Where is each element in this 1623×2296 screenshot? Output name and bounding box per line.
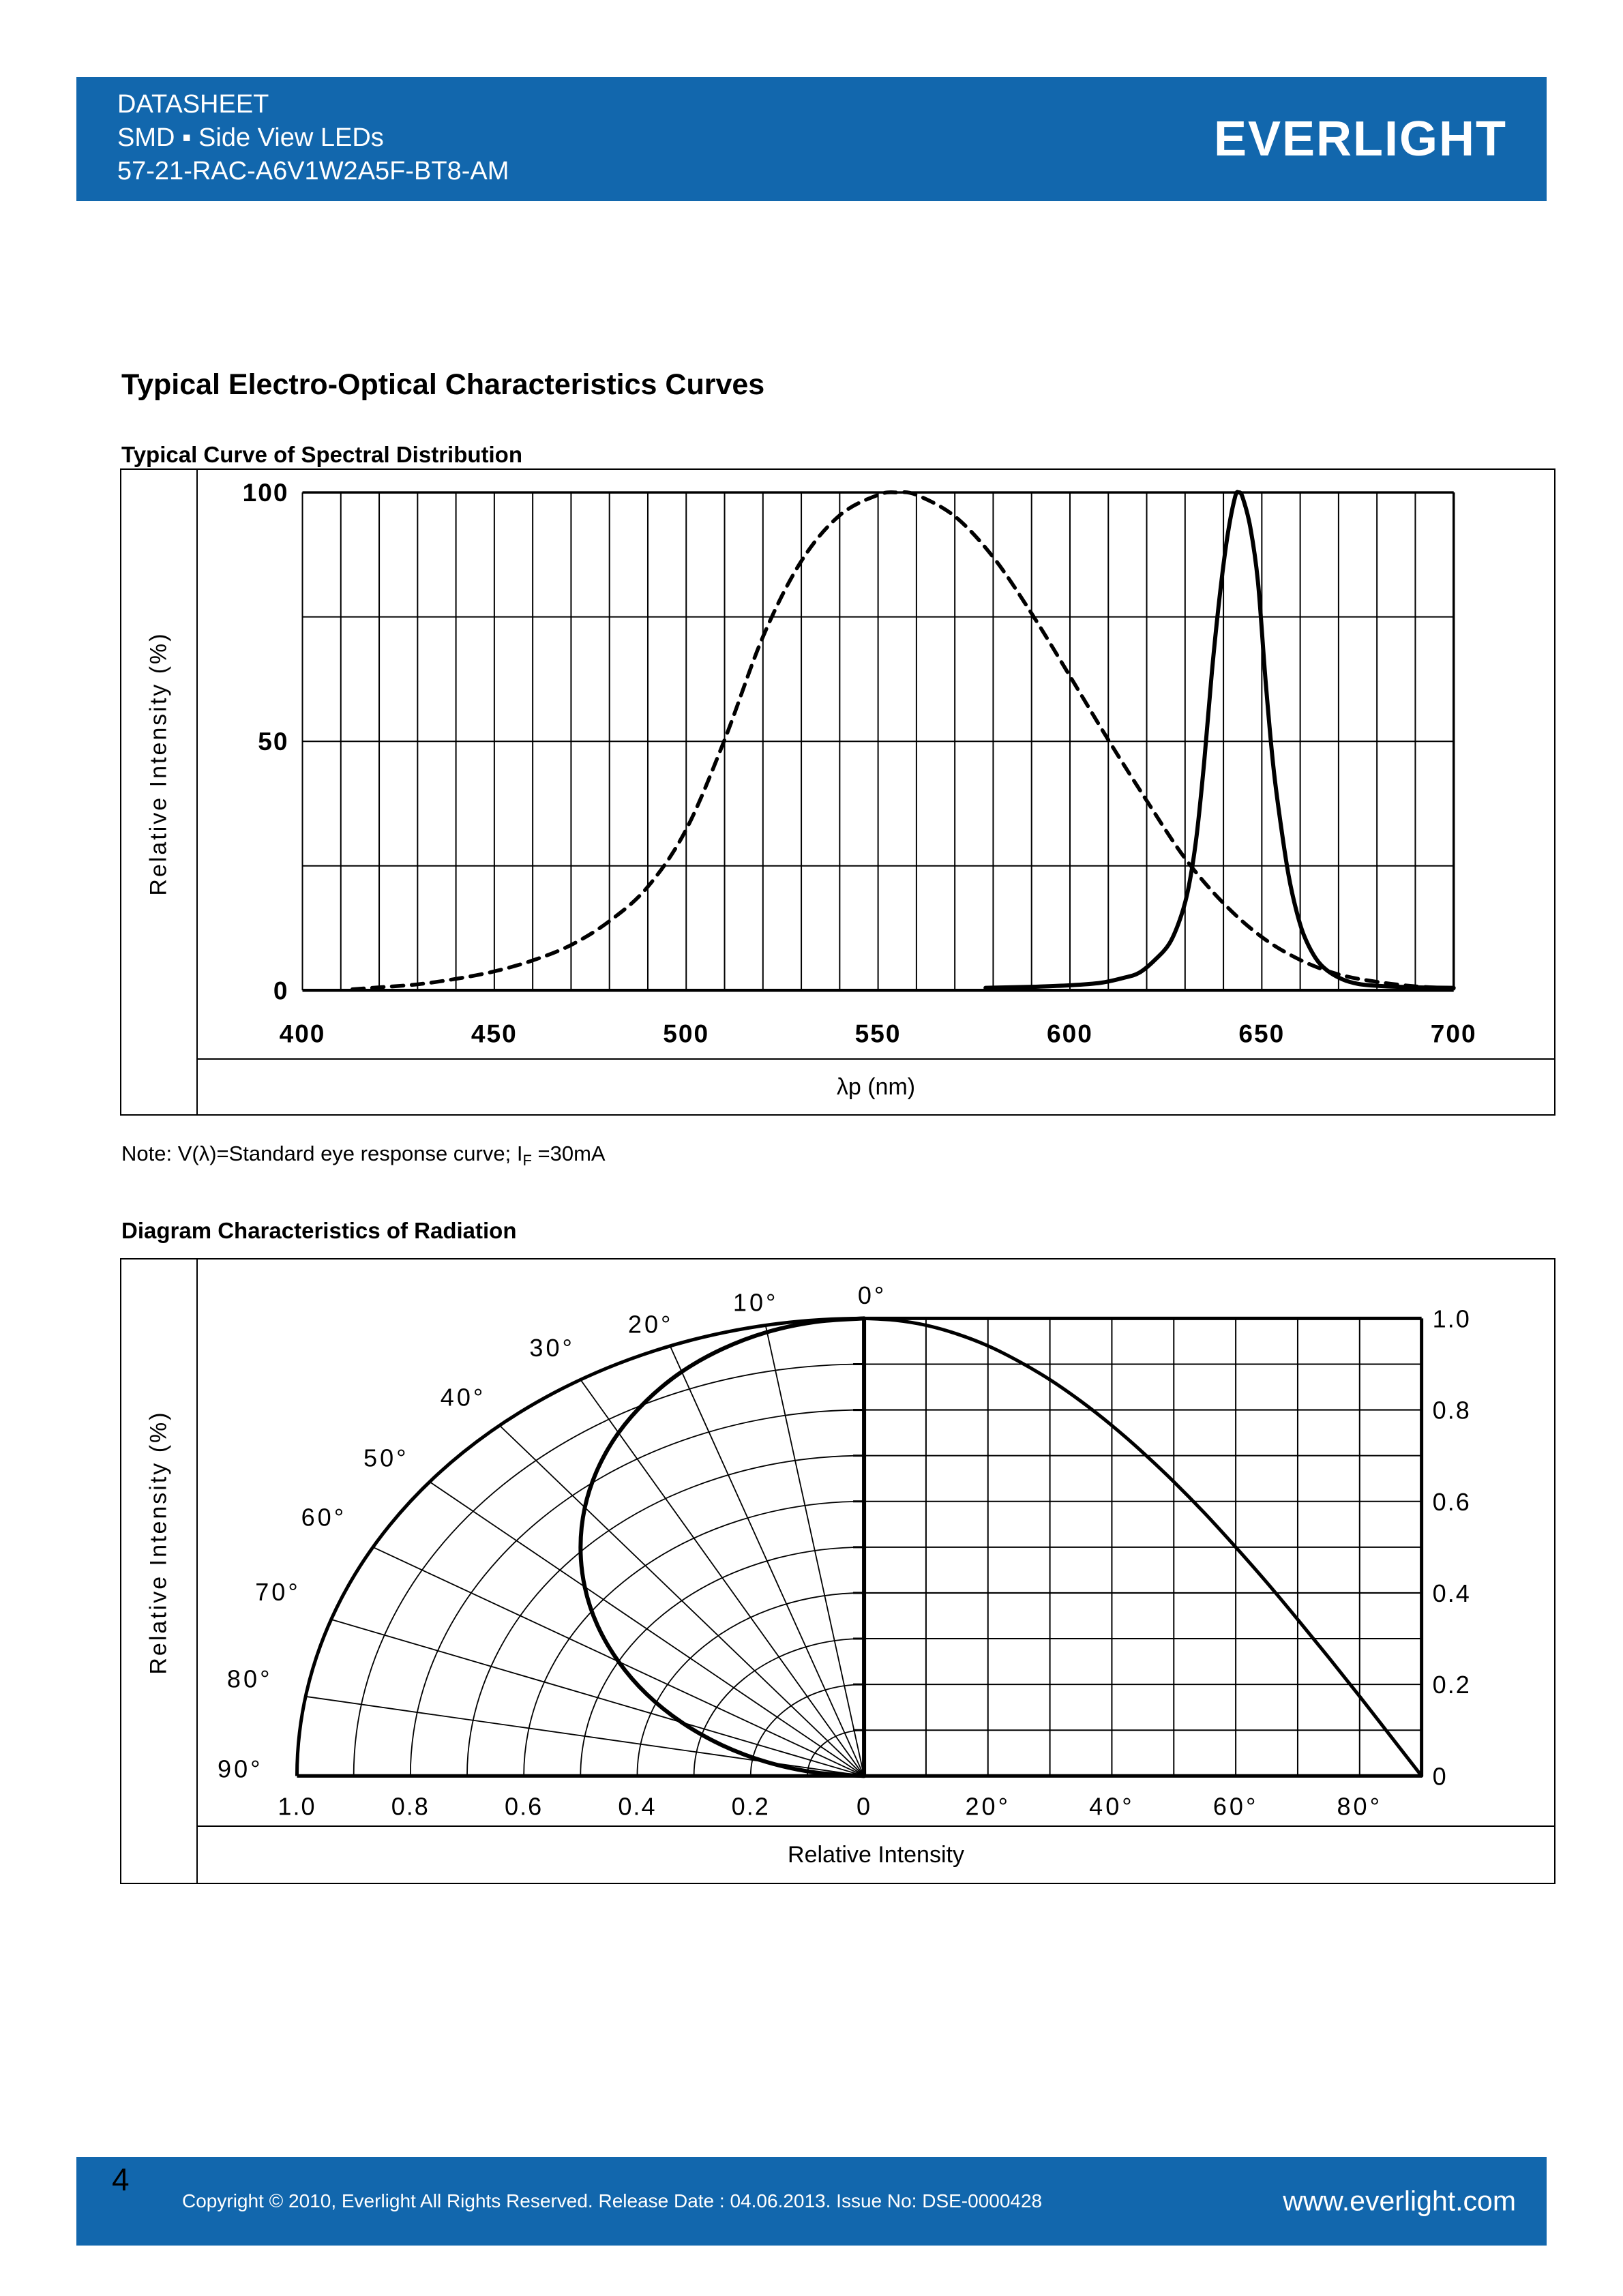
footer-bar: [76, 2157, 1547, 2246]
polar-angle-label: 40°: [440, 1383, 486, 1412]
radiation-pattern-polar-curve: [580, 1318, 864, 1776]
section-title-radiation: Diagram Characteristics of Radiation: [121, 1218, 517, 1243]
polar-angle-label: 70°: [255, 1577, 301, 1607]
x-tick-label: 700: [1430, 1019, 1477, 1048]
polar-angle-label: 50°: [363, 1444, 409, 1472]
header-text-block: [117, 88, 509, 188]
angle-axis-tick-label: 60°: [1212, 1792, 1259, 1821]
chart1-y-axis-label: Relative Intensity (%): [145, 631, 172, 896]
polar-angle-label: 90°: [218, 1755, 263, 1783]
chart1-plot: [121, 470, 1554, 1114]
intensity-axis-tick-label: 0.2: [1432, 1671, 1471, 1699]
polar-radius-scale-label: 0.8: [391, 1792, 430, 1821]
x-tick-label: 600: [1047, 1019, 1093, 1048]
footer-copyright: Copyright © 2010, Everlight All Rights Reserved. Release Date : 04.06.2013. Issue No: DSE-0000428: [182, 2190, 1043, 2211]
chart2-plot: [121, 1259, 1554, 1883]
intensity-axis-tick-label: 0: [1432, 1762, 1448, 1791]
polar-radius-scale-label: 0.4: [618, 1792, 657, 1821]
polar-angle-label: 0°: [857, 1281, 887, 1309]
section-title-spectral-distribution: Typical Curve of Spectral Distribution: [121, 442, 522, 467]
note-text: [121, 1142, 606, 1169]
everlight-logo: EVERLIGHT: [1213, 112, 1507, 166]
chart1-grid-lines: [303, 492, 1454, 990]
radiation-diagram-chart: [120, 1258, 1555, 1884]
x-tick-label: 650: [1238, 1019, 1285, 1048]
angle-axis-tick-label: 80°: [1337, 1792, 1383, 1821]
page-title: Typical Electro-Optical Characteristics Curves: [121, 368, 765, 401]
polar-angle-label: 30°: [529, 1333, 575, 1362]
polar-radial-line: [766, 1326, 864, 1776]
y-tick-label: 50: [258, 727, 289, 756]
y-tick-label: 100: [242, 478, 289, 507]
polar-angle-label: 20°: [627, 1310, 674, 1339]
x-tick-label: 500: [663, 1019, 710, 1048]
intensity-axis-tick-label: 0.6: [1432, 1487, 1471, 1516]
chart2-y-axis-label: Relative Intensity (%): [145, 1410, 172, 1675]
x-tick-label: 450: [471, 1019, 518, 1048]
chart2-x-axis-label: Relative Intensity: [788, 1841, 964, 1868]
angle-axis-tick-label: 20°: [965, 1792, 1011, 1821]
chart2-x-axis-row: [198, 1825, 1554, 1883]
polar-radial-line: [580, 1380, 864, 1776]
polar-angle-label: 10°: [732, 1288, 779, 1317]
angle-axis-tick-label: 40°: [1089, 1792, 1135, 1821]
intensity-axis-tick-label: 1.0: [1432, 1304, 1471, 1333]
polar-radial-line: [430, 1482, 864, 1776]
y-tick-label: 0: [273, 976, 289, 1005]
spectral-distribution-chart: [120, 468, 1555, 1116]
polar-radius-scale-label: 0.2: [731, 1792, 770, 1821]
note-suffix: =30mA: [531, 1142, 606, 1165]
header-doc-type: DATASHEET: [117, 90, 269, 119]
polar-angle-label: 60°: [301, 1503, 347, 1532]
page-number: 4: [112, 2162, 130, 2197]
header-product-family: SMD ▪ Side View LEDs: [117, 123, 384, 152]
header-bar: [76, 77, 1547, 201]
chart1-x-axis-row: [198, 1058, 1554, 1114]
footer-website-link[interactable]: www.everlight.com: [1283, 2185, 1516, 2217]
led-emission-curve: [985, 492, 1454, 988]
x-tick-label: 400: [279, 1019, 326, 1048]
chart1-x-axis-label: λp (nm): [836, 1073, 916, 1100]
intensity-axis-tick-label: 0.8: [1432, 1396, 1471, 1425]
header-part-number: 57-21-RAC-A6V1W2A5F-BT8-AM: [117, 157, 509, 185]
note-prefix: Note: V(λ)=Standard eye response curve; I: [121, 1142, 523, 1165]
intensity-axis-tick-label: 0.4: [1432, 1579, 1471, 1608]
polar-radius-scale-label: 0.6: [505, 1792, 544, 1821]
polar-radius-scale-label: 1.0: [278, 1792, 316, 1821]
polar-angle-label: 80°: [226, 1665, 273, 1693]
x-tick-label: 550: [854, 1019, 902, 1048]
polar-radius-scale-label: 0: [857, 1792, 872, 1821]
note-subscript: F: [522, 1152, 532, 1169]
